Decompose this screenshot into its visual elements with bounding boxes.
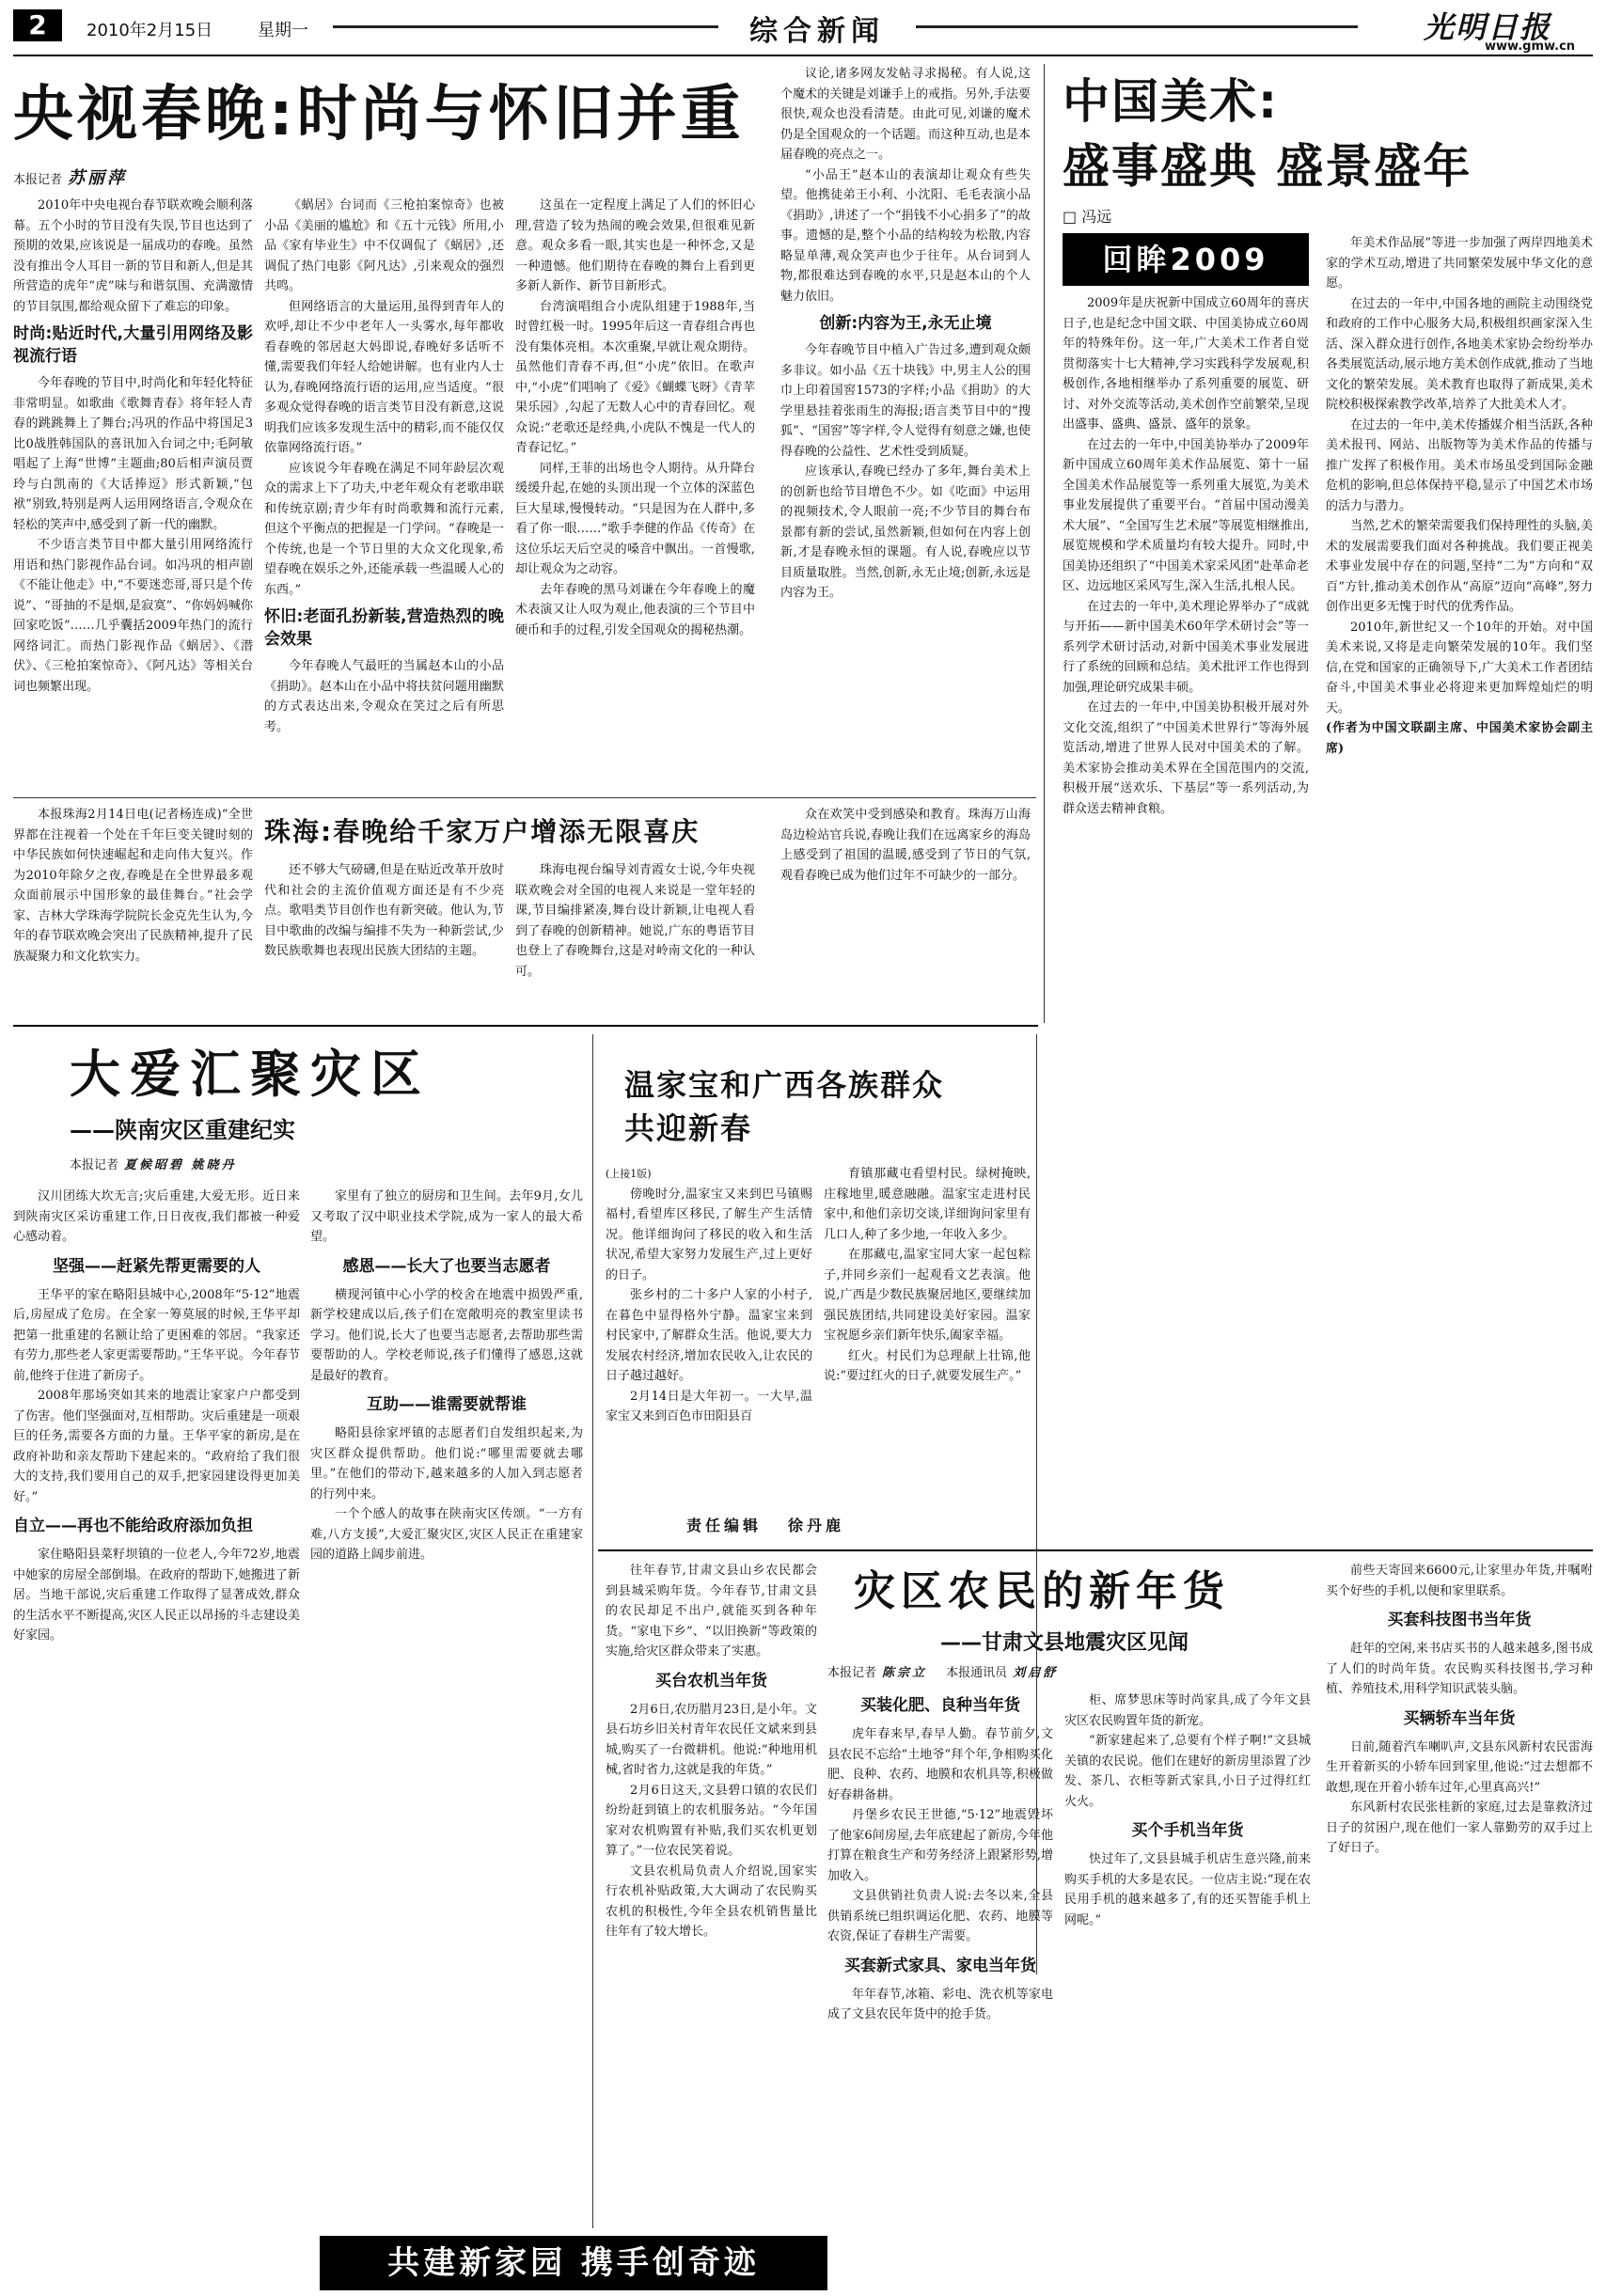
gansu-paragraph: 丹堡乡农民王世德,“5·12”地震毁坏了他家6间房屋,去年底建起了新房,今年他打算在粮食生产和劳务经济上跟紧形势,增加收入。 — [827, 1808, 1053, 1883]
lead-paragraph: 去年春晚的黑马刘谦在今年春晚上的魔术表演又让人叹为观止,他表演的三个节目中硬币和手的过程,引发全国观众的揭秘热潮。 — [515, 582, 755, 637]
shaanxi-paragraph: 略阳县徐家坪镇的志愿者们自发组织起来,为灾区群众提供帮助。他们说:“哪里需要就去哪里。”在他们的带动下,越来越多的人加入到志愿者的行列中来。 — [310, 1426, 583, 1502]
lead-paragraph: 不少语言类节目中都大量引用网络流行用语和热门影视作品台词。如冯巩的相声剧《不能让他走》中,“不要迷恋哥,哥只是个传说”、“哥抽的不是烟,是寂寞”、“你妈妈喊你回家吃饭”……几乎囊括2009年热门的流行网络词汇。而热门影视作品《蜗居》、《潜伏》、《三枪拍案惊奇》、《阿凡达》等相关台词也频繁出现。 — [13, 538, 253, 694]
lead-paragraph: 但网络语言的大量运用,虽得到青年人的欢呼,却让不少中老年人一头雾水,每年都收看春晚的邻居赵大妈即说,春晚好多话听不懂,需要我们年轻人给她讲解。也有业内人士认为,春晚网络流行语的运用,应当适度。“很多观众觉得春晚的语言类节目没有新意,这说明我们应该多发现生活中的精彩,而不能仅仅依靠网络流行语。” — [264, 299, 504, 455]
wen-headline-line2: 共迎新春 — [624, 1110, 753, 1146]
wen-column-2 — [824, 1164, 1031, 1493]
editor-credit: 责任编辑 徐丹鹿 — [686, 1517, 845, 1534]
gansu-column-mid — [827, 1691, 1053, 2226]
shaanxi-subhead-gratitude: 感恩——长大了也要当志愿者 — [342, 1256, 551, 1276]
lead-subhead-nostalgia: 怀旧:老面孔扮新装,营造热烈的晚会效果 — [264, 607, 504, 649]
page-number-box: 2 — [13, 9, 62, 41]
zhuhai-column-1 — [13, 805, 253, 1014]
shaanxi-paragraph: 汉川团练大坎无言;灾后重建,大爱无形。近日来到陕南灾区采访重建工作,日日夜夜,我们都被一种爱心感动着。 — [13, 1189, 300, 1244]
zhuhai-paragraph: 本报珠海2月14日电(记者杨连成)“全世界都在注视着一个处在千年巨变关键时刻的中华民族如何快速崛起和走向伟大复兴。作为2010年除夕之夜,春晚是在全世界最多观众面前展示中国形象的最佳舞台。”社会学家、吉林大学珠海学院院长金克先生认为,今年的春节联欢晚会突出了民族精神,提升了民族凝聚力和文化软实力。 — [13, 808, 253, 964]
mid-page-rule — [13, 1025, 1038, 1027]
lead-paragraph: 同样,王菲的出场也令人期待。从升降台缓缓升起,在她的头顶出现一个立体的深蓝色巨大星球,慢慢转动。“只是因为在人群中,多看了你一眼……”歌手李健的作品《传奇》在这位乐坛天后空灵的嗓音中飘出。一首慢歌,却让观众为之动容。 — [515, 461, 755, 576]
issue-weekday: 星期一 — [258, 21, 308, 40]
newspaper-logo: 光明日报 — [1424, 9, 1552, 45]
gansu-paragraph: 文县农机局负责人介绍说,国家实行农机补贴政策,大大调动了农民购买农机的积极性,今年全县农机销售量比往年有了较大增长。 — [606, 1864, 817, 1939]
wen-paragraph: 傍晚时分,温家宝又来到巴马镇赐福村,看望库区移民,了解生产生活情况。他详细询问了移民的收入和生活状况,希望大家努力发展生产,过上更好的日子。 — [606, 1187, 812, 1282]
lead-subhead-fashion: 时尚:贴近时代,大量引用网络及影视流行语 — [13, 324, 253, 366]
lead-paragraph: 今年春晚节目中植入广告过多,遭到观众颇多非议。如小品《五十块钱》中,男主人公的围巾上印着国窖1573的字样;小品《捐助》的大学里悬挂着张雨生的海报;语言类节目中的“搜狐”、“国窖”等字样,令人觉得有刻意之嫌,也使得春晚的公益性、艺术性受到质疑。 — [780, 343, 1031, 459]
zhuhai-column-3 — [515, 860, 755, 1014]
gansu-paragraph: 东风新村农民张桂新的家庭,过去是靠救济过日子的贫困户,现在他们一家人靠勤劳的双手过上了好日子。 — [1326, 1801, 1593, 1855]
gansu-subhead-farm-machine: 买台农机当年货 — [655, 1671, 767, 1691]
gansu-paragraph: 2月6日,农历腊月23日,是小年。文县石坊乡旧关村青年农民任文斌来到县城,购买了一台微耕机。他说:“种地用机械,省时省力,这就是我的年货。” — [606, 1702, 817, 1777]
art-author-note: (作者为中国文联副主席、中国美术家协会副主席) — [1326, 721, 1593, 756]
column-divider — [592, 1034, 593, 2228]
art-paragraph: 2009年是庆祝新中国成立60周年的喜庆日子,也是纪念中国文联、中国美协成立60周年的特殊年份。这一年,广大美术工作者自觉贯彻落实十七大精神,学习实践科学发展观,积极创作,各地相继举办了系列重要的展览、研讨、对外交流等活动,美术创作空前繁荣,呈现出盛事、盛典、盛景、盛年的景象。 — [1063, 296, 1309, 432]
gansu-subhead-car: 买辆轿车当年货 — [1403, 1708, 1516, 1728]
gansu-column-left — [606, 1561, 817, 2228]
gansu-paragraph: 虎年春来早,春早人勤。春节前夕,文县农民不忘给“土地爷”拜个年,争相购买化肥、良种、农药、地膜和农机具等,积极做好春耕备耕。 — [827, 1727, 1053, 1802]
wen-column-1 — [606, 1164, 812, 1493]
lead-subhead-innovation: 创新:内容为王,永无止境 — [819, 314, 992, 333]
gansu-subhead-furniture: 买套新式家具、家电当年货 — [844, 1956, 1036, 1975]
wen-lead-note: (上接1版) — [606, 1168, 652, 1180]
lead-column-2 — [264, 196, 504, 788]
masthead — [13, 8, 1593, 55]
gansu-subhead-phone: 买个手机当年货 — [1131, 1821, 1244, 1840]
gansu-paragraph: 前些天寄回来6600元,让家里办年货,并嘱咐买个好些的手机,以便和家里联系。 — [1326, 1564, 1593, 1598]
gansu-paragraph: 往年春节,甘肃文县山乡农民都会到县城采购年货。今年春节,甘肃文县的农民却足不出户,就能买到各种年货。“家电下乡”、“以旧换新”等政策的实施,给灾区群众带来了实惠。 — [606, 1564, 817, 1659]
lead-headline: 央视春晚:时尚与怀旧并重 — [13, 80, 745, 149]
wen-paragraph: 在那藏屯,温家宝同大家一起包粽子,并同乡亲们一起观看文艺表演。他说,广西是少数民族聚居地区,要继续加强民族团结,共同建设美好家园。温家宝祝愿乡亲们新年快乐,阖家幸福。 — [824, 1248, 1031, 1343]
gansu-paragraph: 柜、席梦思床等时尚家具,成了今年文县灾区农民购置年货的新宠。 — [1064, 1693, 1311, 1728]
lead-paragraph: 应该承认,春晚已经办了多年,舞台美术上的创新也给节目增色不少。如《吃面》中运用的视频技术,令人眼前一亮;不少节目的舞台布景都有新的尝试,虽然新颖,但如何在内容上创新,才是春晚永恒的课题。有人说,春晚应以节目质量取胜。当然,创新,永无止境;创新,永远是内容为王。 — [780, 464, 1031, 600]
art-paragraph: 当然,艺术的繁荣需要我们保持理性的头脑,美术的发展需要我们面对各种挑战。我们要正视美术事业发展中存在的问题,坚持“二为”方向和“双百”方针,推动美术创作从“高原”迈向“高峰”,努力创作出更多无愧于时代的优秀作品。 — [1326, 519, 1593, 614]
art-paragraph: 在过去的一年中,美术传播媒介相当活跃,各种美术报刊、网站、出版物等为美术作品的传播与推广发挥了积极作用。美术市场虽受到国际金融危机的影响,但总体保持平稳,显示了中国艺术市场的活力与潜力。 — [1326, 417, 1593, 513]
gansu-headline: 灾区农民的新年货 — [854, 1567, 1230, 1615]
gansu-paragraph: 赶年的空闲,来书店买书的人越来越多,图书成了人们的时尚年货。农民购买科技图书,学习种植、养殖技术,用科学知识武装头脑。 — [1326, 1642, 1593, 1696]
art-headline-line1: 中国美术: — [1063, 74, 1279, 129]
art-paragraph: 在过去的一年中,中国各地的画院主动围绕党和政府的工作中心服务大局,积极组织画家深入生活、深入群众进行创作,各地美术家协会纷纷举办各类展览活动,展示地方美术创作成就,推动了当地文化的繁荣发展。美术教育也取得了新成果,美术院校积极探索教学改革,培养了大批美术人才。 — [1326, 296, 1593, 412]
art-byline: □ 冯远 — [1063, 208, 1112, 226]
zhuhai-column-4 — [780, 805, 1031, 1014]
lead-paragraph: 2010年中央电视台春节联欢晚会顺利落幕。五个小时的节目没有失误,节目也达到了预期的效果,应该说是一届成功的春晚。虽然没有推出令人耳目一新的节目和新人,但是其所营造的虎年“虎”味与和谐氛围、充满激情的节目氛围,都给观众留下了难忘的印象。 — [13, 198, 253, 314]
lead-paragraph: 这虽在一定程度上满足了人们的怀旧心理,营造了较为热闹的晚会效果,但很难见新意。观众多看一眼,其实也是一种怀念,又是一种遗憾。他们期待在春晚的舞台上看到更多新人新作、新节目新形式。 — [515, 198, 755, 293]
art-paragraph: 在过去的一年中,美术理论界举办了“成就与开拓——新中国美术60年学术研讨会”等一系列学术研讨活动,对新中国美术事业发展进行了系统的回顾和总结。美术批评工作也得到加强,理论研究成果丰硕。 — [1063, 599, 1309, 695]
shaanxi-headline: 大爱汇聚灾区 — [70, 1045, 431, 1104]
art-banner: 回眸2009 — [1063, 233, 1309, 286]
bottom-banner: 共建新家园 携手创奇迹 — [320, 2236, 827, 2290]
lead-paragraph: 议论,诸多网友发帖寻求揭秘。有人说,这个魔术的关键是刘谦手上的戒指。另外,手法要很快,观众也没看清楚。由此可见,刘谦的魔术仍是全国观众的一个话题。而这种互动,也是本届春晚的亮点之一。 — [780, 67, 1031, 162]
lead-paragraph: 台湾演唱组合小虎队组建于1988年,当时曾红极一时。1995年后这一青春组合再也没有集体亮相。本次重聚,早就让观众期待。虽然他们青春不再,但“小虎”依旧。在歌声中,“小虎”们唱响了《爱》《蝴蝶飞呀》《青苹果乐园》,勾起了无数人心中的青春回忆。观众说:“老歌还是经典,小虎队不愧是一代人的青春记忆。” — [515, 299, 755, 455]
issue-date: 2010年2月15日 — [87, 21, 213, 40]
zhuhai-paragraph: 众在欢笑中受到感染和教育。珠海万山海岛边检站官兵说,春晚让我们在远离家乡的海岛上感受到了祖国的温暖,感受到了节日的气氛,观看春晚已成为他们过年不可缺少的一部分。 — [780, 808, 1031, 883]
gansu-column-mid2 — [1064, 1691, 1311, 2226]
zhuhai-paragraph: 还不够大气磅礴,但是在贴近改革开放时代和社会的主流价值观方面还是有不少亮点。歌唱类节目创作也有新突破。他认为,节目中歌曲的改编与编排不失为一种新尝试,少数民族歌舞也表现出民族大团结的主题。 — [264, 863, 504, 958]
shaanxi-subhead-self-reliance: 自立——再也不能给政府添加负担 — [13, 1517, 253, 1535]
section-name: 综合新闻 — [749, 15, 885, 48]
gansu-top-rule — [598, 1549, 1593, 1551]
wen-paragraph: 张乡村的二十多户人家的小村子,在暮色中显得格外宁静。温家宝来到村民家中,了解群众生活。他说,要大力发展农村经济,增加农民收入,让农民的日子越过越好。 — [606, 1288, 812, 1383]
art-paragraph: 在过去的一年中,中国美协举办了2009年新中国成立60周年美术作品展览、第十一届全国美术作品展览等一系列重大展览,为美术事业发展提供了重要平台。“首届中国动漫美术大展”、“全国写生艺术展”等展览相继推出,展览规模和学术质量均有较大提升。同时,中国美协还组织了“中国美术家采风团”赴革命老区、边远地区采风写生,深入生活,扎根人民。 — [1063, 437, 1309, 593]
lead-paragraph: “小品王”赵本山的表演却让观众有些失望。他携徒弟王小利、小沈阳、毛毛表演小品《捐助》,讲述了一个“捐钱不小心捐多了”的故事。遗憾的是,整个小品的结构较为松散,内容略显单薄,观众笑声也少于往年。从台词到人物,都很难达到春晚的水平,只是赵本山的个人魅力依旧。 — [780, 167, 1031, 304]
gansu-paragraph: 文县供销社负责人说:去冬以来,全县供销系统已组织调运化肥、农药、地膜等农资,保证了春耕生产需要。 — [827, 1889, 1053, 1943]
lead-paragraph: 今年春晚人气最旺的当属赵本山的小品《捐助》。赵本山在小品中将扶贫问题用幽默的方式表达出来,令观众在笑过之后有所思考。 — [264, 659, 504, 734]
gansu-paragraph: 快过年了,文县县城手机店生意兴隆,前来购买手机的大多是农民。一位店主说:“现在农民用手机的越来越多了,有的还买智能手机上网呢。” — [1064, 1852, 1311, 1927]
website-url: www.gmw.cn — [1485, 39, 1576, 54]
shaanxi-subhead: ——陕南灾区重建纪实 — [70, 1117, 295, 1143]
lead-bottom-rule — [13, 797, 1036, 798]
section-rule-right — [916, 25, 1358, 28]
wen-paragraph: 2月14日是大年初一。一大早,温家宝又来到百色市田阳县百 — [606, 1389, 812, 1423]
shaanxi-paragraph: 一个个感人的故事在陕南灾区传颂。“一方有难,八方支援”,大爱汇聚灾区,灾区人民正在重建家园的道路上阔步前进。 — [310, 1507, 583, 1562]
gansu-paragraph: 日前,随着汽车喇叭声,文县东风新村农民雷海生开着新买的小轿车回到家里,他说:“过去想都不敢想,现在开着小轿车过年,心里真高兴!” — [1326, 1739, 1593, 1795]
shaanxi-paragraph: 王华平的家在略阳县城中心,2008年“5·12”地震后,房屋成了危房。在全家一筹莫展的时候,王华平却把第一批重建的名额让给了更困难的邻居。“我家还有劳力,那些老人家更需要帮助。”王华平说。今年春节前,他终于住进了新房子。 — [13, 1287, 300, 1383]
shaanxi-paragraph: 横现河镇中心小学的校舍在地震中损毁严重,新学校建成以后,孩子们在宽敞明亮的教室里读书学习。他们说,长大了也要当志愿者,去帮助那些需要帮助的人。学校老师说,孩子们懂得了感恩,这就是最好的教育。 — [310, 1287, 583, 1383]
gansu-paragraph: 年年春节,冰箱、彩电、洗衣机等家电成了文县农民年货中的抢手货。 — [827, 1987, 1053, 2021]
art-column-2 — [1326, 233, 1593, 1474]
shaanxi-paragraph: 家住略阳县菜籽坝镇的一位老人,今年72岁,地震中她家的房屋全部倒塌。在政府的帮助下,她搬进了新居。当地干部说,灾后重建工作取得了显著成效,群众的生活水平不断提高,灾区人民正以昂扬的斗志建设美好家园。 — [13, 1548, 300, 1643]
gansu-subhead-books: 买套科技图书当年货 — [1387, 1611, 1532, 1629]
gansu-subhead-fertilizer: 买装化肥、良种当年货 — [860, 1696, 1020, 1715]
lead-byline: 本报记者 苏丽萍 — [13, 168, 128, 188]
zhuhai-headline: 珠海:春晚给千家万户增添无限喜庆 — [264, 816, 701, 847]
zhuhai-paragraph: 珠海电视台编导刘青霞女士说,今年央视联欢晚会对全国的电视人来说是一堂年轻的课,节目编排紧凑,舞台设计新颖,让电视人看到了春晚的创新精神。她说,广东的粤语节目也登上了春晚舞台,这是对岭南文化的一种认可。 — [515, 863, 755, 979]
art-headline-line2: 盛事盛典 盛景盛年 — [1063, 139, 1472, 194]
wen-headline-line1: 温家宝和广西各族群众 — [624, 1067, 945, 1103]
shaanxi-paragraph: 2008年那场突如其来的地震让家家户户都受到了伤害。他们坚强面对,互相帮助。灾后重建是一项艰巨的任务,需要各方面的力量。王华平家的新房,是在政府补助和亲友帮助下建起来的。“政府给了我们很大的支持,我们要用自己的双手,把家园建设得更加美好。” — [13, 1389, 300, 1504]
shaanxi-column-1 — [13, 1187, 300, 2287]
lead-paragraph: 应该说今年春晚在满足不同年龄层次观众的需求上下了功夫,中老年观众有老歌串联和传统京剧;青少年有时尚歌舞和流行元素,但这个平衡点的把握是一门学问。“春晚是一个传统,也是一个节日里的大众文化现象,希望春晚在娱乐之外,还能承载一些温暖人心的东西。” — [264, 461, 504, 597]
lead-paragraph: 今年春晚的节目中,时尚化和年轻化特征非常明显。如歌曲《歌舞青春》将年轻人青春的跳跳舞上了舞台;冯巩的作品中将国足3比0战胜韩国队的喜讯加入台词之中;毛阿敏唱起了上海“世博”主题曲;80后相声演员贾玲与白凯南的《大话捧逗》形式新颖,“包袱”别致,特别是两人运用网络语言,令观众在轻松的笑声中,感受到了新一代的幽默。 — [13, 376, 253, 532]
zhuhai-column-2 — [264, 860, 504, 1014]
shaanxi-paragraph: 家里有了独立的厨房和卫生间。去年9月,女儿又考取了汉中职业技术学院,成为一家人的最大希望。 — [310, 1189, 583, 1244]
lead-paragraph: 《蜗居》台词而《三枪拍案惊奇》也被小品《美丽的尴尬》和《五十元钱》所用,小品《家有毕业生》中不仅调侃了《蜗居》,还调侃了热门电影《阿凡达》,引来观众的强烈共鸣。 — [264, 198, 504, 293]
gansu-byline: 本报记者 陈宗立 本报通讯员 刘启舒 — [827, 1666, 1059, 1680]
gansu-paragraph: 2月6日这天,文县碧口镇的农民们纷纷赶到镇上的农机服务站。“今年国家对农机购置有补贴,我们买农机更划算了。”一位农民笑着说。 — [606, 1783, 817, 1858]
column-divider — [1044, 64, 1045, 1023]
lead-column-1 — [13, 196, 253, 788]
lead-column-3 — [515, 196, 755, 788]
art-paragraph: 在过去的一年中,中国美协积极开展对外文化交流,组织了“中国美术世界行”等海外展览活动,增进了世界人民对中国美术的了解。美术家协会推动美术界在全国范围内的交流,积极开展“送欢乐、下基层”等一系列活动,为群众送去精神食粮。 — [1063, 700, 1309, 816]
shaanxi-byline: 本报记者 夏候昭碧 姚晓丹 — [70, 1158, 237, 1172]
art-paragraph: 年美术作品展”等进一步加强了两岸四地美术家的学术互动,增进了共同繁荣发展中华文化的意愿。 — [1326, 236, 1593, 291]
wen-paragraph: 育镇那藏屯看望村民。绿树掩映,庄稼地里,暖意融融。温家宝走进村民家中,和他们亲切交谈,详细询问家里有几口人,种了多少地,一年收入多少。 — [824, 1167, 1031, 1242]
lead-column-4 — [780, 64, 1031, 788]
gansu-paragraph: “新家建起来了,总要有个样子啊!”文县城关镇的农民说。他们在建好的新房里添置了沙发、茶几、衣柜等新式家具,小日子过得红红火火。 — [1064, 1734, 1311, 1809]
shaanxi-subhead-mutual-aid: 互助——谁需要就帮谁 — [367, 1395, 527, 1414]
masthead-underline — [13, 55, 1593, 56]
gansu-column-right — [1326, 1561, 1593, 2285]
gansu-subhead: ——甘肃文县地震灾区见闻 — [940, 1631, 1189, 1655]
section-rule-left — [333, 25, 718, 28]
shaanxi-subhead-strong: 坚强——赶紧先帮更需要的人 — [53, 1256, 260, 1276]
wen-paragraph: 红火。村民们为总理献上壮锦,他说:“要过红火的日子,就要发展生产。” — [824, 1348, 1031, 1383]
shaanxi-column-2 — [310, 1187, 583, 2287]
art-paragraph: 2010年,新世纪又一个10年的开始。对中国美术来说,又将是走向繁荣发展的10年。我们坚信,在党和国家的正确领导下,广大美术工作者团结奋斗,中国美术事业必将迎来更加辉煌灿烂的明天。 — [1326, 620, 1593, 716]
